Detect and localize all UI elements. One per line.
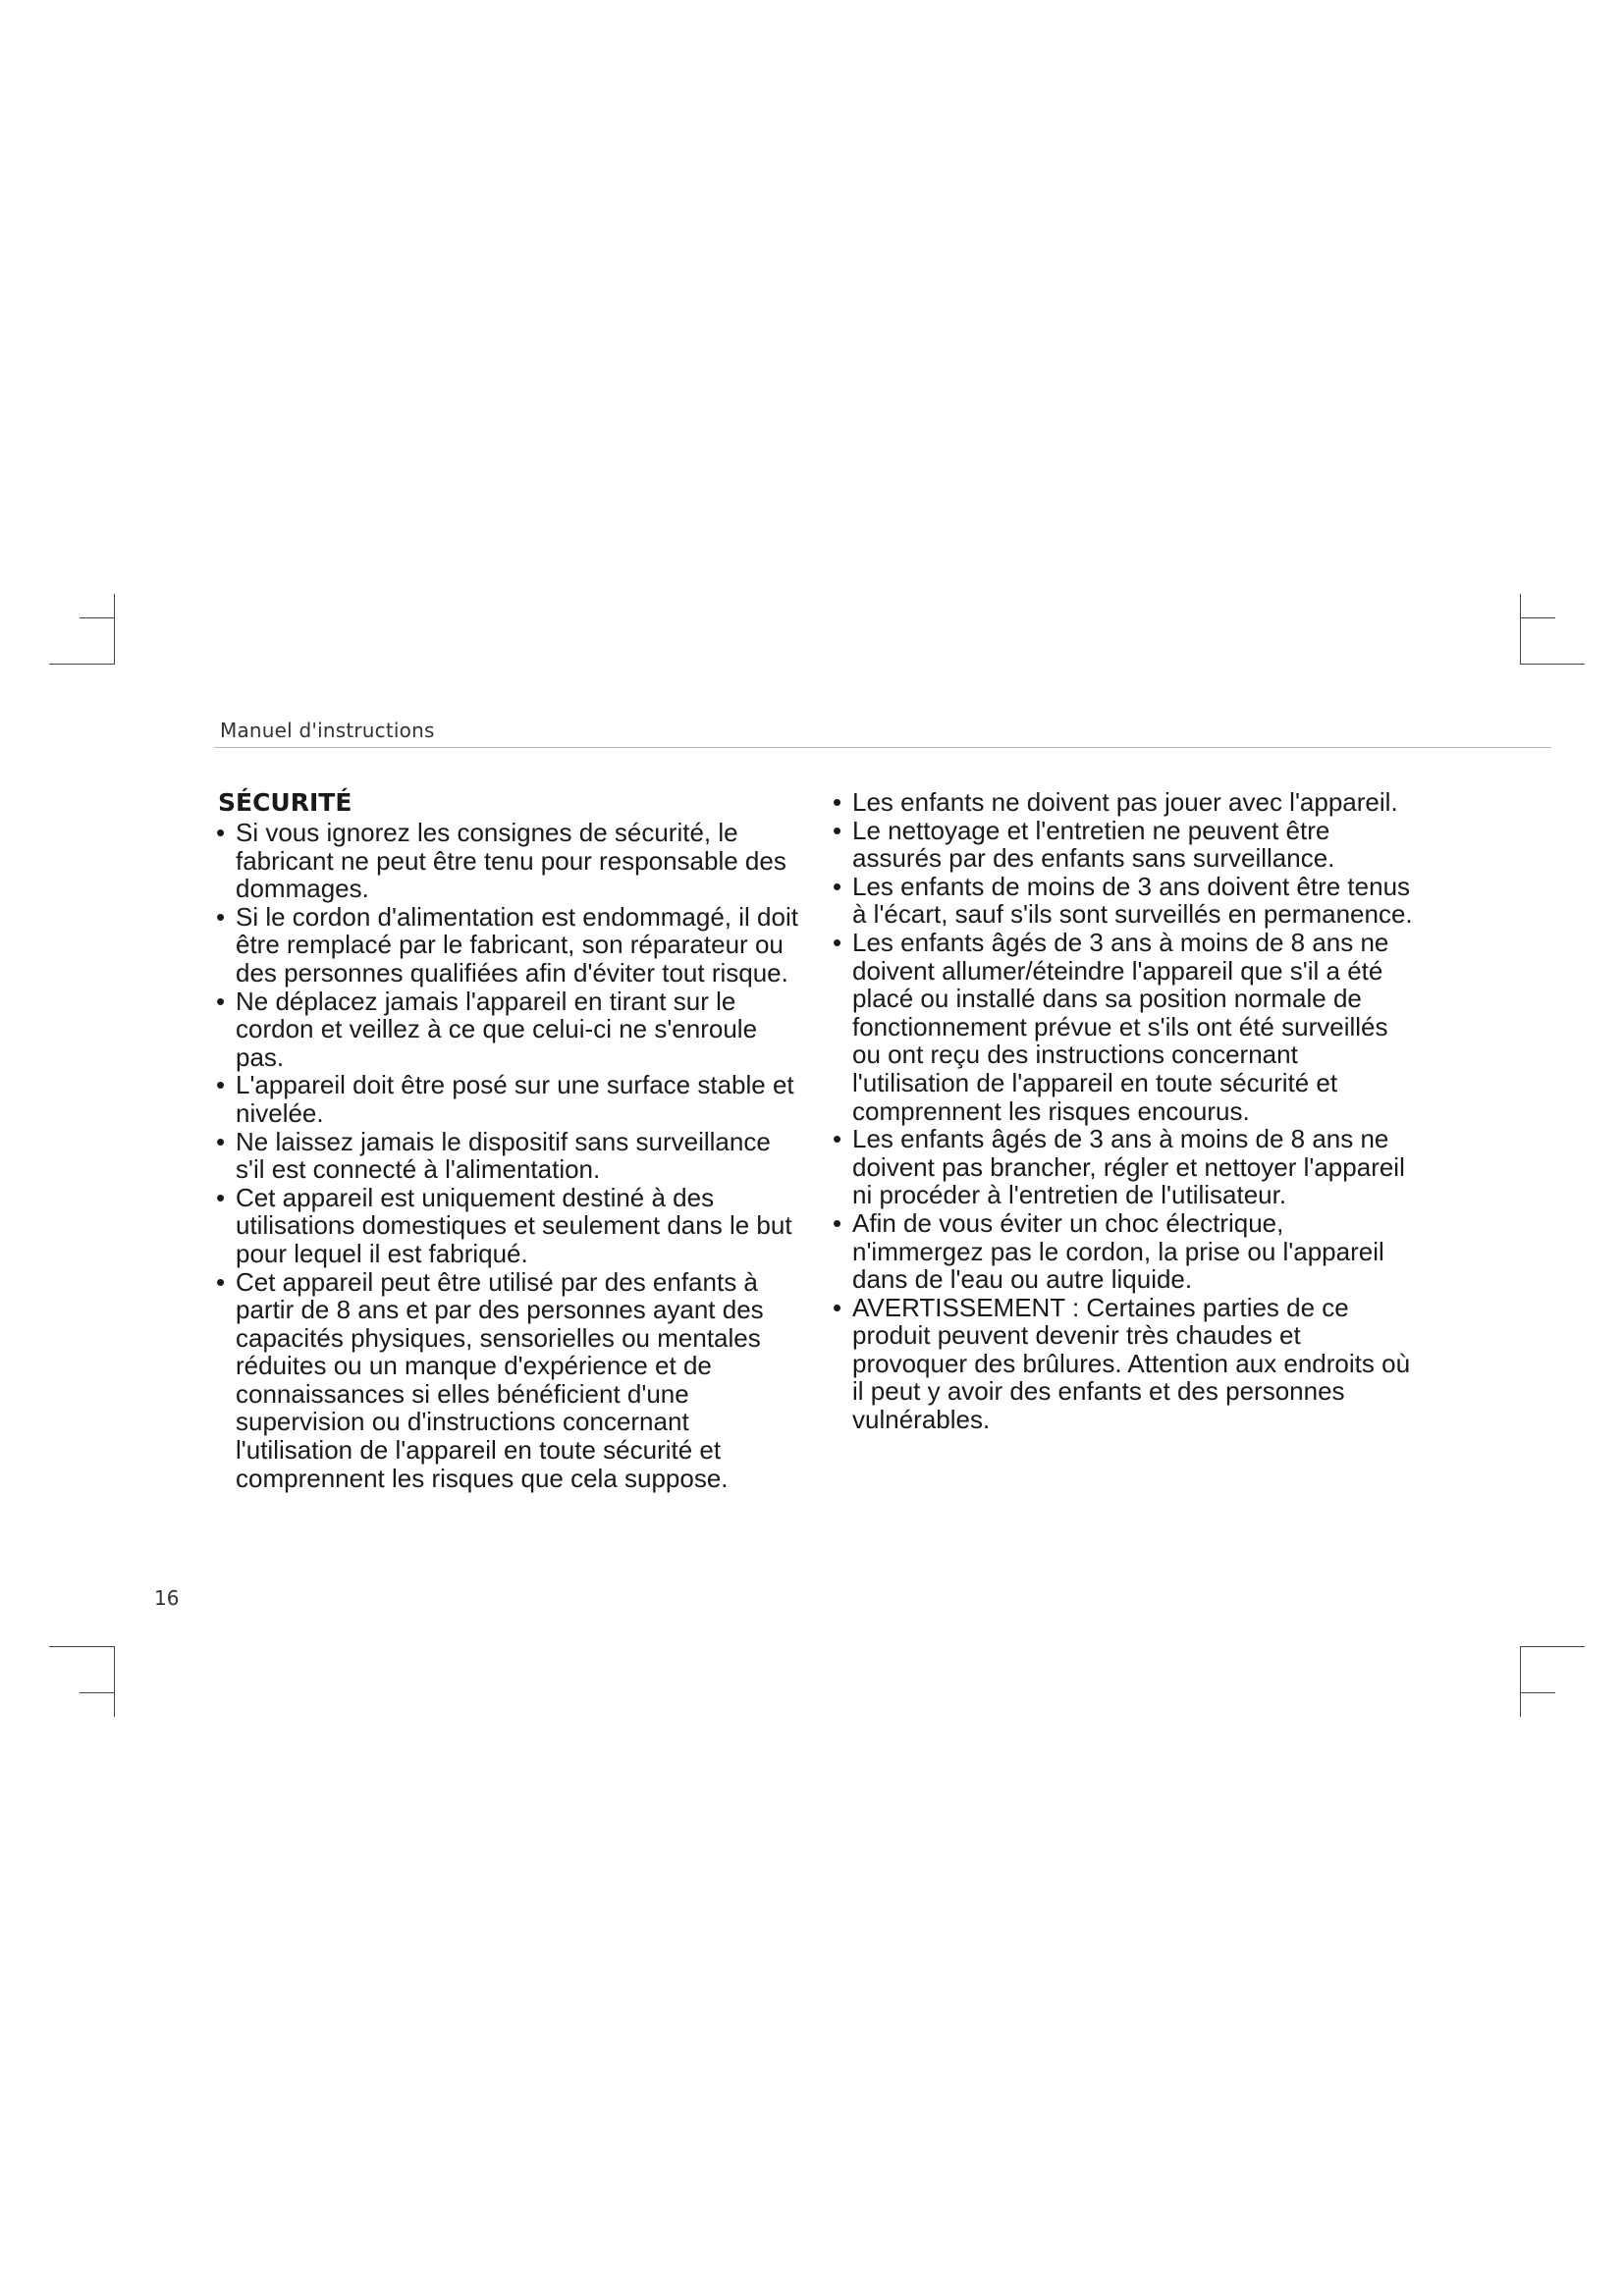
page-number: 16 <box>154 1586 180 1610</box>
section-title: SÉCURITÉ <box>218 788 352 817</box>
list-item: • Cet appareil est uniquement destiné à des utilisations domestiques et seulement dans le but pour lequel il est fabriqué. <box>214 1184 803 1268</box>
list-item: • Les enfants âgés de 3 ans à moins de 8 ans ne doivent allumer/éteindre l'appareil que s'il a été placé ou installé dans sa position normale de fonctionnement prévue et s'ils ont été surveillés ou ont reçu des instructions concernant l'utilisation de l'appareil en toute sécurité et comprennent les risques encourus. <box>831 929 1420 1125</box>
list-item: • Si le cordon d'alimentation est endommagé, il doit être remplacé par le fabricant, son réparateur ou des personnes qualifiées afin d'éviter tout risque. <box>214 903 803 988</box>
list-item: • Les enfants ne doivent pas jouer avec l'appareil. <box>831 788 1420 817</box>
running-header: Manuel d'instructions <box>220 719 435 742</box>
list-item: • Les enfants âgés de 3 ans à moins de 8 ans ne doivent pas brancher, régler et nettoyer l'appareil ni procéder à l'entretien de l'utilisateur. <box>831 1125 1420 1209</box>
safety-list-left <box>214 819 803 1492</box>
header-divider <box>214 747 1551 748</box>
list-item: • Les enfants de moins de 3 ans doivent être tenus à l'écart, sauf s'ils sont surveillés en permanence. <box>831 873 1420 929</box>
list-item: • Ne laissez jamais le dispositif sans surveillance s'il est connecté à l'alimentation. <box>214 1128 803 1184</box>
list-item: • AVERTISSEMENT : Certaines parties de ce produit peuvent devenir très chaudes et provoquer des brûlures. Attention aux endroits où il peut y avoir des enfants et des personnes vulnérables. <box>831 1294 1420 1434</box>
list-item: • L'appareil doit être posé sur une surface stable et nivelée. <box>214 1071 803 1127</box>
list-item: • Cet appareil peut être utilisé par des enfants à partir de 8 ans et par des personnes ayant des capacités physiques, sensorielles ou mentales réduites ou un manque d'expérience et de connaissances si elles bénéficient d'une supervision ou d'instructions concernant l'utilisation de l'appareil en toute sécurité et comprennent les risques que cela suppose. <box>214 1268 803 1493</box>
list-item: • Ne déplacez jamais l'appareil en tirant sur le cordon et veillez à ce que celui-ci ne s'enroule pas. <box>214 988 803 1072</box>
list-item: • Afin de vous éviter un choc électrique, n'immergez pas le cordon, la prise ou l'appareil dans de l'eau ou autre liquide. <box>831 1209 1420 1294</box>
right-column <box>831 788 1420 1434</box>
safety-list-right <box>831 788 1420 1434</box>
list-item: • Si vous ignorez les consignes de sécurité, le fabricant ne peut être tenu pour responsable des dommages. <box>214 819 803 903</box>
left-column <box>214 788 803 1492</box>
list-item: • Le nettoyage et l'entretien ne peuvent être assurés par des enfants sans surveillance. <box>831 817 1420 873</box>
